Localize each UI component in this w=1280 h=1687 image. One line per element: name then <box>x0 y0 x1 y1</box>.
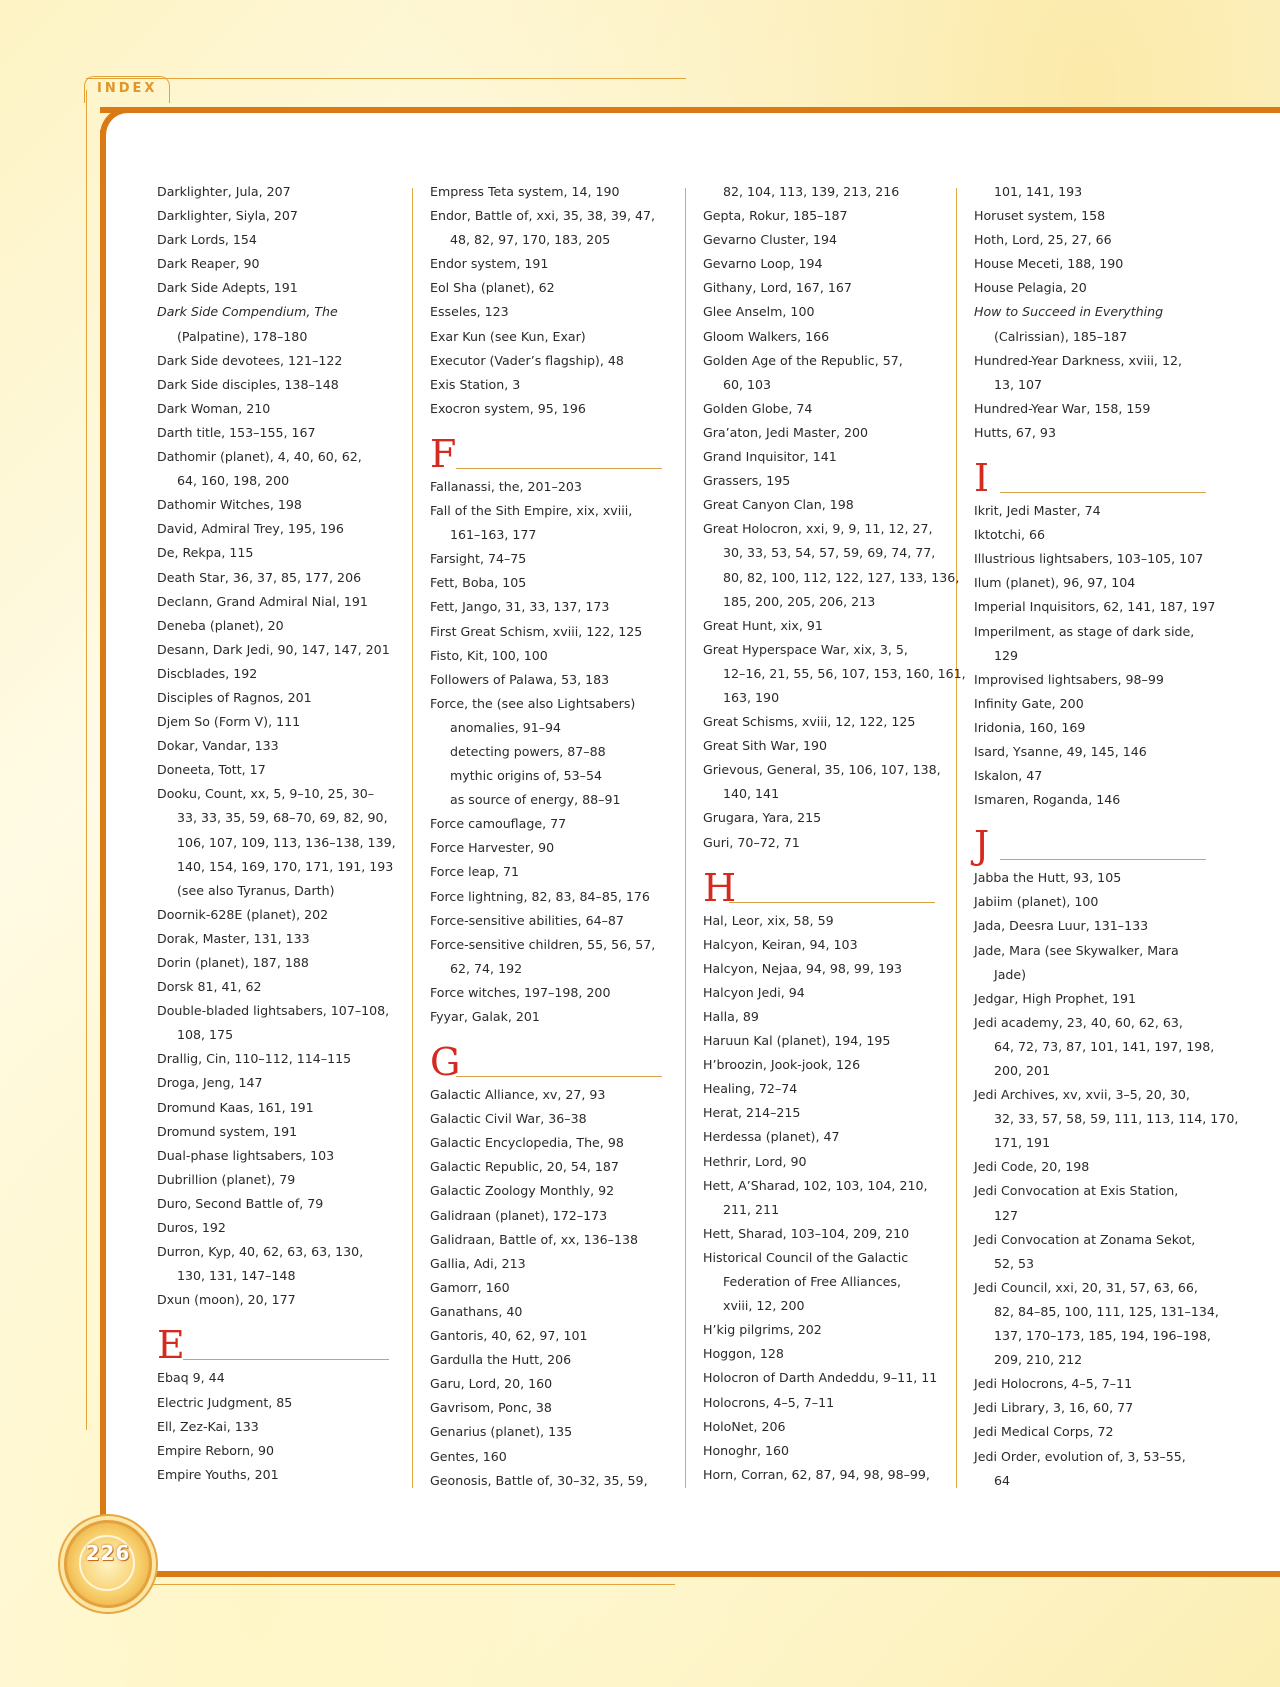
index-entry: Hutts, 67, 93 <box>974 424 1056 440</box>
index-entry: Dark Lords, 154 <box>157 232 257 248</box>
index-entry: Doornik-628E (planet), 202 <box>157 906 329 922</box>
frame-line <box>86 90 87 1430</box>
index-entry: Death Star, 36, 37, 85, 177, 206 <box>157 569 362 585</box>
index-entry: Golden Globe, 74 <box>703 400 813 416</box>
index-entry: Jedi academy, 23, 40, 60, 62, 63, <box>974 1014 1183 1030</box>
section-rule <box>729 902 935 903</box>
index-entry: Halcyon, Nejaa, 94, 98, 99, 193 <box>703 960 902 976</box>
index-entry: Gra’aton, Jedi Master, 200 <box>703 424 869 440</box>
index-entry: Herat, 214–215 <box>703 1105 801 1121</box>
index-entry: Grugara, Yara, 215 <box>703 810 822 826</box>
frame-line <box>150 1584 675 1585</box>
index-entry: Hoggon, 128 <box>703 1346 784 1362</box>
index-entry-continuation: 211, 211 <box>723 1201 780 1217</box>
index-entry: Empire Youths, 201 <box>157 1466 279 1482</box>
index-entry: Dromund system, 191 <box>157 1123 298 1139</box>
index-entry: Hett, A’Sharad, 102, 103, 104, 210, <box>703 1177 928 1193</box>
index-entry: Hundred-Year Darkness, xviii, 12, <box>974 352 1182 368</box>
index-entry-continuation: as source of energy, 88–91 <box>450 792 621 808</box>
index-entry-continuation: 80, 82, 100, 112, 122, 127, 133, 136, <box>723 569 960 585</box>
index-entry-continuation: 140, 154, 169, 170, 171, 191, 193 <box>177 858 394 874</box>
index-entry-continuation: 137, 170–173, 185, 194, 196–198, <box>994 1328 1211 1344</box>
index-entry: Great Sith War, 190 <box>703 738 828 754</box>
index-entry: Dorsk 81, 41, 62 <box>157 979 262 995</box>
index-entry: Great Holocron, xxi, 9, 9, 11, 12, 27, <box>703 521 933 537</box>
index-entry-continuation: 101, 141, 193 <box>994 184 1083 199</box>
index-entry: Ismaren, Roganda, 146 <box>974 792 1121 808</box>
index-entry: Dark Side Compendium, The <box>157 304 338 320</box>
index-entry: Jedgar, High Prophet, 191 <box>974 990 1136 1006</box>
index-entry: Force camouflage, 77 <box>430 816 567 832</box>
index-entry: Galactic Civil War, 36–38 <box>430 1111 587 1127</box>
section-letter-row <box>974 818 1206 866</box>
index-entry: Force lightning, 82, 83, 84–85, 176 <box>430 888 650 904</box>
index-entry-continuation: 200, 201 <box>994 1063 1051 1078</box>
index-entry: Ell, Zez-Kai, 133 <box>157 1418 259 1434</box>
section-letter: H <box>703 865 737 910</box>
frame-corner <box>100 107 146 153</box>
index-entry: Gavrisom, Ponc, 38 <box>430 1400 552 1416</box>
index-entry: Githany, Lord, 167, 167 <box>703 280 852 296</box>
index-entry: Hett, Sharad, 103–104, 209, 210 <box>703 1225 910 1241</box>
section-rule <box>1000 859 1206 860</box>
index-entry: Gepta, Rokur, 185–187 <box>703 208 848 224</box>
index-entry: Gantoris, 40, 62, 97, 101 <box>430 1328 588 1344</box>
index-entry: Force-sensitive abilities, 64–87 <box>430 912 624 928</box>
index-entry: Durron, Kyp, 40, 62, 63, 63, 130, <box>157 1244 364 1260</box>
index-entry-continuation: 64 <box>994 1472 1011 1488</box>
index-entry: Desann, Dark Jedi, 90, 147, 147, 201 <box>157 641 390 657</box>
index-entry: Jabba the Hutt, 93, 105 <box>974 870 1122 886</box>
index-entry-continuation: 82, 84–85, 100, 111, 125, 131–134, <box>994 1303 1219 1319</box>
index-entry: Eol Sha (planet), 62 <box>430 280 555 296</box>
index-column-1 <box>157 180 396 1487</box>
index-entry: Declann, Grand Admiral Nial, 191 <box>157 593 368 609</box>
index-entry: Dxun (moon), 20, 177 <box>157 1292 296 1308</box>
index-entry: Glee Anselm, 100 <box>703 304 815 320</box>
index-entry: Jedi Convocation at Exis Station, <box>974 1183 1179 1199</box>
index-entry: Galactic Republic, 20, 54, 187 <box>430 1159 619 1175</box>
index-column-4 <box>974 180 1239 1493</box>
index-entry: Jedi Convocation at Zonama Sekot, <box>974 1231 1196 1247</box>
index-entry: Duros, 192 <box>157 1220 226 1236</box>
index-entry-continuation: 161–163, 177 <box>450 527 537 543</box>
index-entry: Halcyon Jedi, 94 <box>703 984 805 1000</box>
index-entry: Darth title, 153–155, 167 <box>157 424 316 440</box>
index-entry: Jedi Order, evolution of, 3, 53–55, <box>974 1448 1186 1464</box>
index-entry: Great Canyon Clan, 198 <box>703 497 854 513</box>
index-entry-continuation: 171, 191 <box>994 1135 1051 1151</box>
index-entry-continuation: 129 <box>994 647 1019 663</box>
section-rule <box>456 1076 662 1077</box>
frame-line <box>86 78 686 79</box>
index-entry: Illustrious lightsabers, 103–105, 107 <box>974 551 1204 567</box>
section-letter: G <box>430 1040 461 1085</box>
index-entry: Jabiim (planet), 100 <box>974 894 1099 910</box>
index-entry: Hoth, Lord, 25, 27, 66 <box>974 232 1112 248</box>
column-divider <box>956 188 957 1488</box>
index-entry: Fett, Boba, 105 <box>430 575 527 591</box>
index-entry: Gardulla the Hutt, 206 <box>430 1352 572 1368</box>
index-entry: Infinity Gate, 200 <box>974 695 1084 711</box>
index-entry: Holocron of Darth Andeddu, 9–11, 11 <box>703 1370 938 1386</box>
index-entry: First Great Schism, xviii, 122, 125 <box>430 623 643 639</box>
index-entry: Holocrons, 4–5, 7–11 <box>703 1394 835 1410</box>
index-entry: Djem So (Form V), 111 <box>157 714 301 730</box>
index-entry-continuation: 163, 190 <box>723 689 780 705</box>
index-entry: Jedi Archives, xv, xvii, 3–5, 20, 30, <box>974 1087 1190 1103</box>
index-entry-continuation: 185, 200, 205, 206, 213 <box>723 593 876 609</box>
section-rule <box>1000 492 1206 493</box>
index-entry: Ikrit, Jedi Master, 74 <box>974 503 1101 519</box>
section-letter-row <box>430 1035 662 1083</box>
index-entry: Genarius (planet), 135 <box>430 1424 573 1440</box>
index-entry: Fett, Jango, 31, 33, 137, 173 <box>430 599 610 615</box>
index-entry: Dathomir (planet), 4, 40, 60, 62, <box>157 449 362 465</box>
index-entry: Fallanassi, the, 201–203 <box>430 478 582 494</box>
index-entry: Electric Judgment, 85 <box>157 1394 293 1410</box>
index-entry: Gloom Walkers, 166 <box>703 328 830 344</box>
index-entry: Force, the (see also Lightsabers) <box>430 695 636 711</box>
index-entry: Dark Side Adepts, 191 <box>157 280 298 296</box>
section-letter: J <box>974 823 990 868</box>
index-entry: Herdessa (planet), 47 <box>703 1129 840 1145</box>
index-entry: Garu, Lord, 20, 160 <box>430 1376 553 1392</box>
index-entry: Guri, 70–72, 71 <box>703 834 800 850</box>
index-entry-continuation: 209, 210, 212 <box>994 1352 1083 1368</box>
index-entry: Dokar, Vandar, 133 <box>157 738 279 754</box>
index-entry: Force leap, 71 <box>430 864 520 880</box>
index-entry: Hundred-Year War, 158, 159 <box>974 400 1151 416</box>
index-entry: House Meceti, 188, 190 <box>974 256 1124 272</box>
index-entry: Esseles, 123 <box>430 304 509 320</box>
index-entry: Drallig, Cin, 110–112, 114–115 <box>157 1051 352 1067</box>
index-entry-continuation: xviii, 12, 200 <box>723 1298 805 1314</box>
index-entry: Halla, 89 <box>703 1009 759 1024</box>
index-entry: Force witches, 197–198, 200 <box>430 984 611 1000</box>
index-entry: Empress Teta system, 14, 190 <box>430 184 620 199</box>
frame-border-bottom <box>146 1571 1280 1577</box>
index-entry: Dooku, Count, xx, 5, 9–10, 25, 30– <box>157 786 375 802</box>
frame-border-left <box>100 130 106 1550</box>
index-entry: Hethrir, Lord, 90 <box>703 1153 807 1169</box>
section-rule <box>456 468 662 469</box>
section-letter-row <box>430 427 662 475</box>
index-entry: Dubrillion (planet), 79 <box>157 1171 296 1187</box>
section-letter-row <box>974 451 1206 499</box>
index-entry: Exar Kun (see Kun, Exar) <box>430 328 586 344</box>
index-entry-continuation: 52, 53 <box>994 1255 1035 1271</box>
index-entry: House Pelagia, 20 <box>974 280 1087 296</box>
index-entry: Empire Reborn, 90 <box>157 1442 274 1458</box>
index-entry-continuation: 60, 103 <box>723 376 772 392</box>
index-entry: Gallia, Adi, 213 <box>430 1255 526 1271</box>
index-entry: Iktotchi, 66 <box>974 527 1046 543</box>
index-entry: Haruun Kal (planet), 194, 195 <box>703 1033 891 1049</box>
index-entry: Dathomir Witches, 198 <box>157 497 302 513</box>
index-entry: Hal, Leor, xix, 58, 59 <box>703 912 834 928</box>
index-entry: Endor, Battle of, xxi, 35, 38, 39, 47, <box>430 208 655 224</box>
index-entry-continuation: 108, 175 <box>177 1027 234 1043</box>
index-entry: Droga, Jeng, 147 <box>157 1075 263 1091</box>
index-entry: Jedi Medical Corps, 72 <box>974 1424 1114 1440</box>
index-entry: Isard, Ysanne, 49, 145, 146 <box>974 743 1147 759</box>
index-entry-continuation: 13, 107 <box>994 376 1043 392</box>
index-entry-continuation: 33, 33, 35, 59, 68–70, 69, 82, 90, <box>177 810 388 826</box>
section-letter-row <box>703 861 935 909</box>
page-header-title: INDEX <box>97 81 158 96</box>
index-entry: Dorak, Master, 131, 133 <box>157 930 310 946</box>
index-entry: Galactic Zoology Monthly, 92 <box>430 1183 615 1199</box>
index-entry-continuation: 64, 160, 198, 200 <box>177 473 290 489</box>
index-entry: Disciples of Ragnos, 201 <box>157 689 312 705</box>
index-entry: Dromund Kaas, 161, 191 <box>157 1099 314 1115</box>
index-entry: Darklighter, Jula, 207 <box>157 184 291 199</box>
index-entry-continuation: (Palpatine), 178–180 <box>177 328 308 344</box>
column-divider <box>412 188 413 1488</box>
index-entry: Exocron system, 95, 196 <box>430 400 586 416</box>
section-letter: I <box>974 456 990 501</box>
index-entry: Doneeta, Tott, 17 <box>157 762 266 778</box>
index-column-3 <box>703 180 966 1487</box>
index-entry: Dark Side disciples, 138–148 <box>157 376 339 392</box>
index-entry: Great Hyperspace War, xix, 3, 5, <box>703 641 908 657</box>
index-entry: Jedi Council, xxi, 20, 31, 57, 63, 66, <box>974 1279 1198 1295</box>
index-entry-continuation: Jade) <box>994 966 1027 982</box>
index-entry: Exis Station, 3 <box>430 376 521 392</box>
index-entry: Golden Age of the Republic, 57, <box>703 352 903 368</box>
section-rule <box>183 1359 389 1360</box>
index-entry-continuation: detecting powers, 87–88 <box>450 743 606 759</box>
index-entry: Ebaq 9, 44 <box>157 1370 225 1386</box>
index-entry: Great Schisms, xviii, 12, 122, 125 <box>703 714 916 730</box>
index-entry: Honoghr, 160 <box>703 1442 790 1458</box>
index-entry: Dorin (planet), 187, 188 <box>157 955 309 970</box>
index-entry: Ilum (planet), 96, 97, 104 <box>974 575 1136 591</box>
index-entry-continuation: 127 <box>994 1207 1019 1223</box>
index-entry: Galidraan (planet), 172–173 <box>430 1207 608 1223</box>
index-entry: H’broozin, Jook-jook, 126 <box>703 1057 861 1073</box>
index-entry: Jedi Holocrons, 4–5, 7–11 <box>974 1376 1133 1392</box>
index-entry: Fyyar, Galak, 201 <box>430 1009 540 1024</box>
index-entry: Galactic Alliance, xv, 27, 93 <box>430 1087 606 1103</box>
index-entry-continuation: 32, 33, 57, 58, 59, 111, 113, 114, 170, <box>994 1111 1239 1127</box>
index-entry: Gevarno Loop, 194 <box>703 256 823 272</box>
index-entry-continuation: 130, 131, 147–148 <box>177 1268 296 1284</box>
index-entry: Ganathans, 40 <box>430 1303 523 1319</box>
index-entry: Imperilment, as stage of dark side, <box>974 623 1195 639</box>
index-entry: Dark Woman, 210 <box>157 400 271 416</box>
index-entry: How to Succeed in Everything <box>974 304 1164 320</box>
index-entry: Horn, Corran, 62, 87, 94, 98, 98–99, <box>703 1466 930 1482</box>
index-entry-continuation: 12–16, 21, 55, 56, 107, 153, 160, 161, <box>723 665 966 681</box>
index-entry: Jedi Library, 3, 16, 60, 77 <box>974 1400 1134 1416</box>
index-entry: Double-bladed lightsabers, 107–108, <box>157 1003 390 1019</box>
index-entry-continuation: (Calrissian), 185–187 <box>994 328 1128 344</box>
index-entry-continuation: Federation of Free Alliances, <box>723 1274 901 1290</box>
index-entry-continuation: 62, 74, 192 <box>450 960 523 976</box>
index-entry: Geonosis, Battle of, 30–32, 35, 59, <box>430 1472 648 1488</box>
column-divider <box>685 188 686 1488</box>
index-entry: Gamorr, 160 <box>430 1279 510 1295</box>
index-entry: Dark Side devotees, 121–122 <box>157 352 343 368</box>
index-entry: Iskalon, 47 <box>974 768 1043 784</box>
index-entry: Galactic Encyclopedia, The, 98 <box>430 1135 624 1151</box>
index-entry: Dark Reaper, 90 <box>157 256 260 272</box>
index-entry: Endor system, 191 <box>430 256 549 272</box>
index-entry-continuation: mythic origins of, 53–54 <box>450 768 602 784</box>
index-entry: Followers of Palawa, 53, 183 <box>430 671 610 687</box>
index-entry-continuation: 82, 104, 113, 139, 213, 216 <box>723 184 900 199</box>
frame-border-top <box>100 107 1280 113</box>
index-entry: H’kig pilgrims, 202 <box>703 1322 822 1338</box>
index-entry: Gevarno Cluster, 194 <box>703 232 838 248</box>
index-entry: Deneba (planet), 20 <box>157 617 284 633</box>
index-entry: Historical Council of the Galactic <box>703 1249 909 1265</box>
index-entry: Improvised lightsabers, 98–99 <box>974 671 1164 687</box>
index-entry: Duro, Second Battle of, 79 <box>157 1195 324 1211</box>
index-entry: Galidraan, Battle of, xx, 136–138 <box>430 1231 638 1247</box>
index-entry: Fisto, Kit, 100, 100 <box>430 647 548 663</box>
index-entry: Grand Inquisitor, 141 <box>703 449 837 465</box>
index-entry: De, Rekpa, 115 <box>157 545 254 561</box>
index-entry: Force-sensitive children, 55, 56, 57, <box>430 936 656 952</box>
index-entry: Halcyon, Keiran, 94, 103 <box>703 936 858 952</box>
index-column-2 <box>430 180 662 1493</box>
section-letter: F <box>430 431 457 476</box>
index-entry: Imperial Inquisitors, 62, 141, 187, 197 <box>974 599 1216 615</box>
index-entry: Grassers, 195 <box>703 473 791 489</box>
index-entry: Healing, 72–74 <box>703 1081 798 1097</box>
index-entry: Executor (Vader’s flagship), 48 <box>430 352 624 368</box>
index-entry: David, Admiral Trey, 195, 196 <box>157 521 344 537</box>
section-letter: E <box>157 1323 185 1368</box>
index-entry: Jedi Code, 20, 198 <box>974 1159 1090 1175</box>
section-letter-row <box>157 1318 389 1366</box>
index-entry: Jada, Deesra Luur, 131–133 <box>974 918 1149 934</box>
index-entry-continuation: 106, 107, 109, 113, 136–138, 139, <box>177 834 396 850</box>
index-entry: Darklighter, Siyla, 207 <box>157 208 298 224</box>
index-entry-continuation: 30, 33, 53, 54, 57, 59, 69, 74, 77, <box>723 545 936 561</box>
index-entry: Grievous, General, 35, 106, 107, 138, <box>703 762 941 778</box>
index-entry: Gentes, 160 <box>430 1448 507 1464</box>
index-entry-continuation: 48, 82, 97, 170, 183, 205 <box>450 232 611 248</box>
index-entry-continuation: 64, 72, 73, 87, 101, 141, 197, 198, <box>994 1038 1215 1054</box>
index-entry: Force Harvester, 90 <box>430 840 555 856</box>
index-entry: Fall of the Sith Empire, xix, xviii, <box>430 503 633 519</box>
index-entry-continuation: 140, 141 <box>723 786 780 802</box>
index-entry: HoloNet, 206 <box>703 1418 786 1434</box>
index-entry-continuation: (see also Tyranus, Darth) <box>177 882 335 898</box>
index-entry-continuation: anomalies, 91–94 <box>450 719 562 735</box>
page-number: 226 <box>85 1541 131 1565</box>
index-entry: Dual-phase lightsabers, 103 <box>157 1147 335 1163</box>
index-entry: Great Hunt, xix, 91 <box>703 617 823 633</box>
index-entry: Farsight, 74–75 <box>430 551 527 567</box>
index-entry: Discblades, 192 <box>157 665 258 681</box>
index-entry: Horuset system, 158 <box>974 208 1106 224</box>
index-entry: Iridonia, 160, 169 <box>974 719 1086 735</box>
index-entry: Jade, Mara (see Skywalker, Mara <box>974 942 1179 958</box>
